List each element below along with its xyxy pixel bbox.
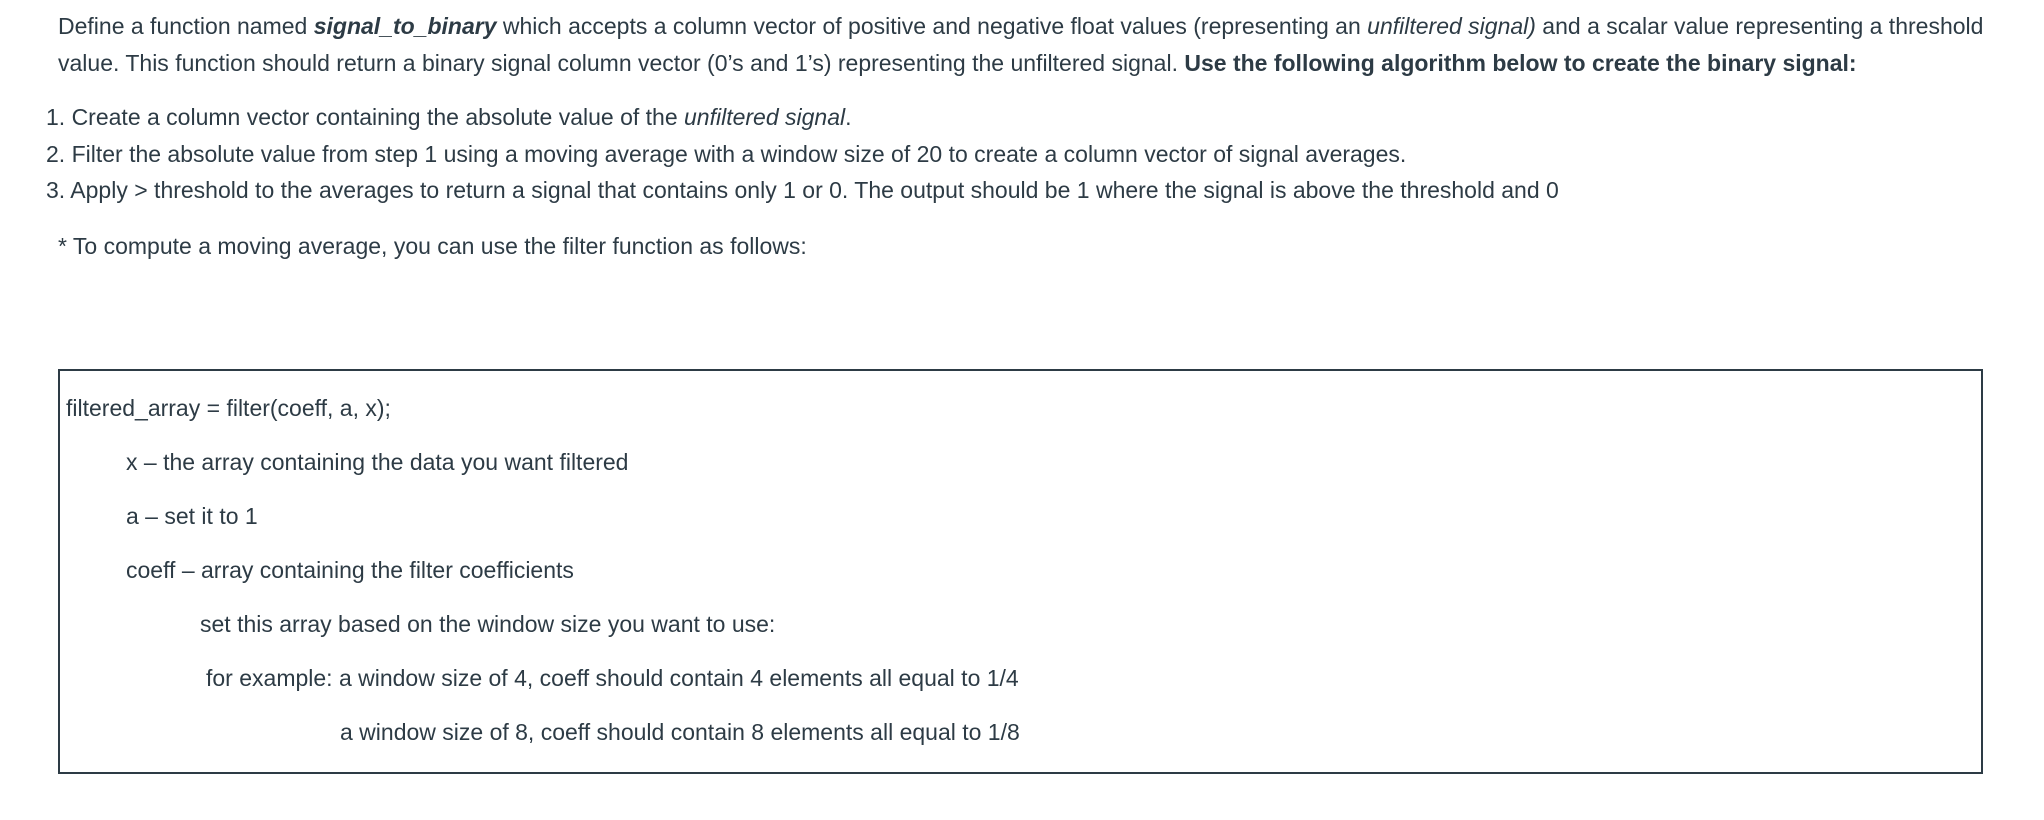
coeff-example-8: a window size of 8, coeff should contain 8 elements all equal to 1/8 xyxy=(340,719,1020,745)
filter-call-line: filtered_array = filter(coeff, a, x); xyxy=(66,395,391,421)
a-param-description: a – set it to 1 xyxy=(126,503,258,529)
problem-description xyxy=(58,8,2018,82)
algorithm-instruction: Use the following algorithm below to create the binary signal: xyxy=(1184,50,1857,76)
step-1-italic: unfiltered signal xyxy=(684,104,846,130)
step-1-period: . xyxy=(845,104,852,130)
intro-text-3: and a scalar value representing a threshold value. This function should return a binary signal column vector (0’s and 1’s) representing the unfiltered signal. xyxy=(58,13,1984,76)
step-2: 2. Filter the absolute value from step 1 using a moving average with a window size of 20 to create a column vector of signal averages. xyxy=(46,140,1407,167)
coeff-example-4: for example: a window size of 4, coeff should contain 4 elements all equal to 1/4 xyxy=(206,665,1019,691)
unfiltered-signal-term: unfiltered signal) xyxy=(1367,13,1536,39)
intro-text-2: which accepts a column vector of positive and negative float values (representing an xyxy=(496,13,1368,39)
coeff-set-instruction: set this array based on the window size you want to use: xyxy=(200,611,776,637)
filter-usage-box xyxy=(58,369,1983,774)
intro-text-1: Define a function named xyxy=(58,13,314,39)
algorithm-steps xyxy=(46,99,2006,209)
function-name: signal_to_binary xyxy=(313,13,497,39)
step-1 xyxy=(46,99,2006,136)
coeff-param-description: coeff – array containing the filter coefficients xyxy=(126,557,574,583)
x-param-description: x – the array containing the data you want filtered xyxy=(126,449,629,475)
step-3: 3. Apply > threshold to the averages to return a signal that contains only 1 or 0. The output should be 1 where the signal is above the threshold and 0 xyxy=(46,177,1559,203)
step-1-text: 1. Create a column vector containing the absolute value of the xyxy=(46,104,685,130)
moving-average-note: * To compute a moving average, you can use the filter function as follows: xyxy=(58,233,807,259)
